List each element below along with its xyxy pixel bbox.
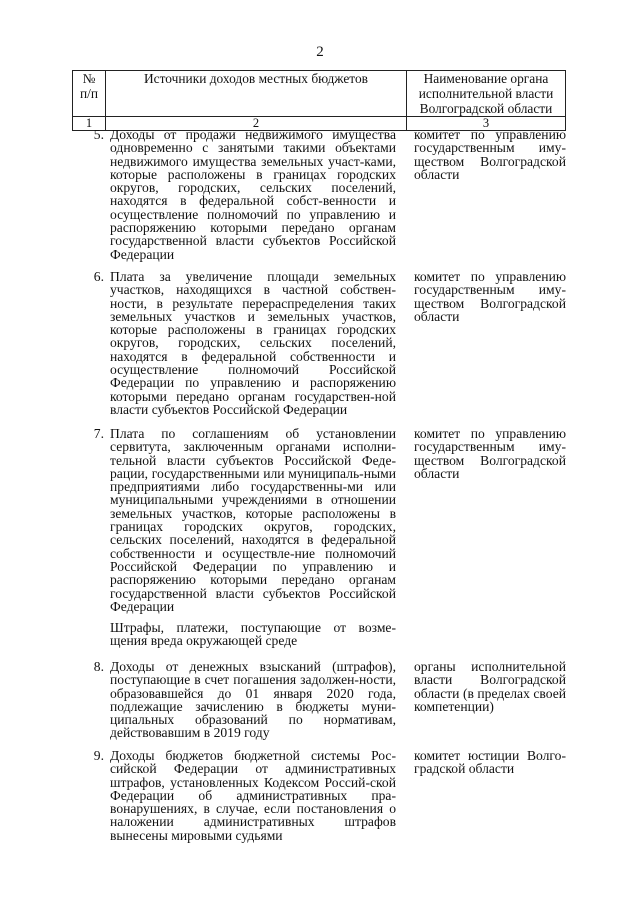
row-number: 6. [93,269,104,284]
column-number-2: 2 [106,117,407,131]
header-col-number: № п/п [73,71,106,117]
header-col-authority: Наименование органа исполнительной власти Волгоградской области [407,71,566,117]
income-source: Доходы от продажи недвижимого имущества одновременно с занятыми такими объектами недвижимого имущества земельных участ-ками, которые расположены в границах городских округов, городских, сельских поселений, находятся в федеральной собст-венности и осуществление полномочий по управлению и распоряжению которыми передано органам государственной власти субъектов Российской Федерации [110,127,396,262]
column-number-3: 3 [407,117,566,131]
section-heading: Штрафы, платежи, поступающие от возме-щения вреда окружающей среде [110,620,396,649]
responsible-authority: комитет по управлению государственным иму-ществом Волгоградской области [414,127,566,182]
income-source: Плата по соглашениям об установлении сервитута, заключенным органами исполни-тельной власти субъектов Российской Феде-рации, государственными или муниципаль-ными предприятиями либо государственны-ми или муниципальными учреждениями в отношении земельных участков, которые расположены в границах городских округов, городских, сельских поселений, находятся в федеральной собственности и осуществле-ние полномочий Российской Федерации по управлению и распоряжению которыми передано органам государственной власти субъектов Российской Федерации [110,426,396,614]
income-source: Доходы бюджетов бюджетной системы Рос-сийской Федерации от административных штрафов, установленных Кодексом Россий-ской Федерации об административных пра-вонарушениях, в случае, если постановления о наложении административных штрафов вынесены мировыми судьями [110,748,396,843]
table-header [72,70,566,131]
responsible-authority: органы исполнительной власти Волгоградской области (в пределах своей компетенции) [414,659,566,714]
page-number: 2 [316,44,324,60]
row-number: 5. [93,127,104,142]
row-number: 9. [93,748,104,763]
row-number: 7. [93,426,104,441]
responsible-authority: комитет юстиции Волго-градской области [414,748,566,777]
row-number: 8. [93,659,104,674]
column-number-1: 1 [73,117,106,131]
income-source: Плата за увеличение площади земельных участков, находящихся в частной собствен-ности, в результате перераспределения таких земельных участков и земельных участков, которые расположены в границах городских округов, городских, сельских поселений, находятся в федеральной собственности и осуществление полномочий Российской Федерации по управлению и распоряжению которыми передано органам государствен-ной власти субъектов Российской Федерации [110,269,396,417]
income-source: Доходы от денежных взысканий (штрафов), поступающие в счет погашения задолжен-ности, образовавшейся до 01 января 2020 года, подлежащие зачислению в бюджеты муни-ципальных образований по нормативам, действовавшим в 2019 году [110,659,396,741]
header-row [73,71,566,117]
header-col-source: Источники доходов местных бюджетов [106,71,407,117]
responsible-authority: комитет по управлению государственным иму-ществом Волгоградской области [414,269,566,324]
responsible-authority: комитет по управлению государственным иму-ществом Волгоградской области [414,426,566,481]
